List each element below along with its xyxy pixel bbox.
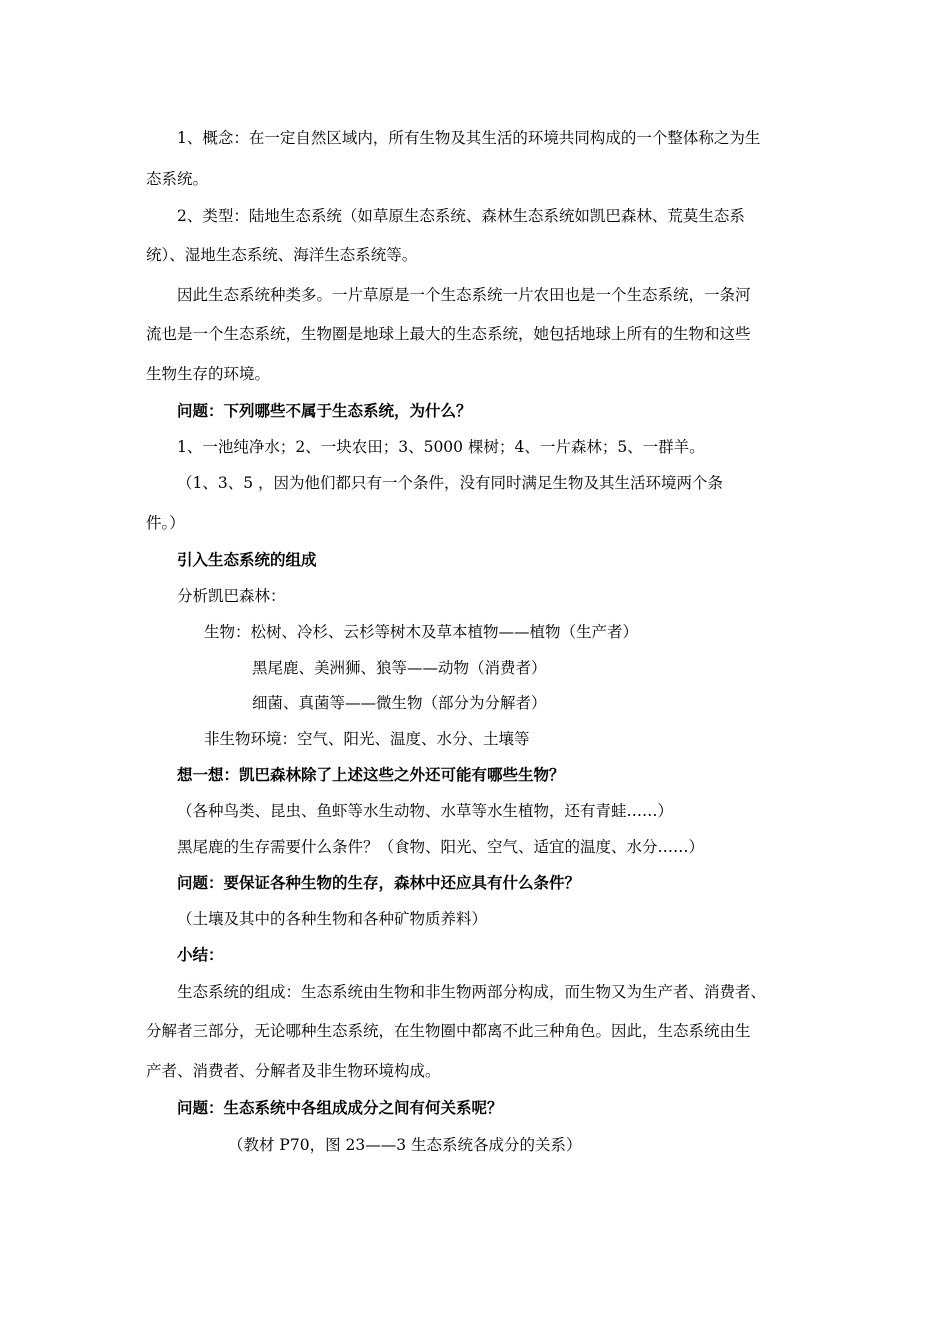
abiotic-environment: 非生物环境：空气、阳光、温度、水分、土壤等	[204, 730, 530, 748]
intro-heading: 引入生态系统的组成	[177, 551, 317, 569]
summary-line-3: 产者、消费者、分解者及非生物环境构成。	[146, 1062, 441, 1080]
summary-heading: 小结：	[177, 946, 224, 964]
question-heading-3: 问题：生态系统中各组成成分之间有何关系呢？	[177, 1099, 503, 1117]
question-options: 1、一池纯净水；2、一块农田；3、5000 棵树；4、一片森林；5、一群羊。	[177, 438, 705, 456]
answer-line-1: （1、3、5 ，因为他们都只有一个条件，没有同时满足生物及其生活环境两个条	[177, 474, 724, 492]
summary-line-2: 分解者三部分，无论哪种生态系统，在生物圈中都离不此三种角色。因此，生态系统由生	[146, 1022, 751, 1040]
organisms-microbes: 细菌、真菌等——微生物（部分为分解者）	[252, 694, 547, 712]
types-line-2: 统）、湿地生态系统、海洋生态系统等。	[146, 246, 418, 264]
variety-line-3: 生物生存的环境。	[146, 365, 271, 383]
variety-line-2: 流也是一个生态系统，生物圈是地球上最大的生态系统，她包括地球上所有的生物和这些	[146, 325, 751, 343]
concept-line-1: 1、概念：在一定自然区域内，所有生物及其生活的环境共同构成的一个整体称之为生	[177, 129, 761, 147]
question-answer-2: （土壤及其中的各种生物和各种矿物质养料）	[177, 910, 488, 928]
think-answer: （各种鸟类、昆虫、鱼虾等水生动物、水草等水生植物，还有青蛙……）	[177, 802, 674, 820]
variety-line-1: 因此生态系统种类多。一片草原是一个生态系统一片农田也是一个生态系统，一条河	[177, 286, 751, 304]
deer-needs: 黑尾鹿的生存需要什么条件？（食物、阳光、空气、适宜的温度、水分……）	[177, 838, 705, 856]
organisms-animals: 黑尾鹿、美洲狮、狼等——动物（消费者）	[252, 659, 547, 677]
concept-line-2: 态系统。	[146, 170, 209, 188]
question-heading-1: 问题：下列哪些不属于生态系统，为什么？	[177, 402, 472, 420]
types-line-1: 2、类型：陆地生态系统（如草原生态系统、森林生态系统如凯巴森林、荒莫生态系	[177, 207, 745, 225]
question-heading-2: 问题：要保证各种生物的生存，森林中还应具有什么条件？	[177, 874, 581, 892]
think-heading: 想一想：凯巴森林除了上述这些之外还可能有哪些生物？	[177, 766, 565, 784]
summary-line-1: 生态系统的组成：生态系统由生物和非生物两部分构成，而生物又为生产者、消费者、	[177, 983, 767, 1001]
analysis-heading: 分析凯巴森林：	[177, 587, 286, 605]
organisms-plants: 生物：松树、冷杉、云杉等树木及草本植物——植物（生产者）	[204, 623, 639, 641]
textbook-reference: （教材 P70，图 23——3 生态系统各成分的关系）	[228, 1136, 582, 1154]
answer-line-2: 件。）	[146, 514, 185, 532]
